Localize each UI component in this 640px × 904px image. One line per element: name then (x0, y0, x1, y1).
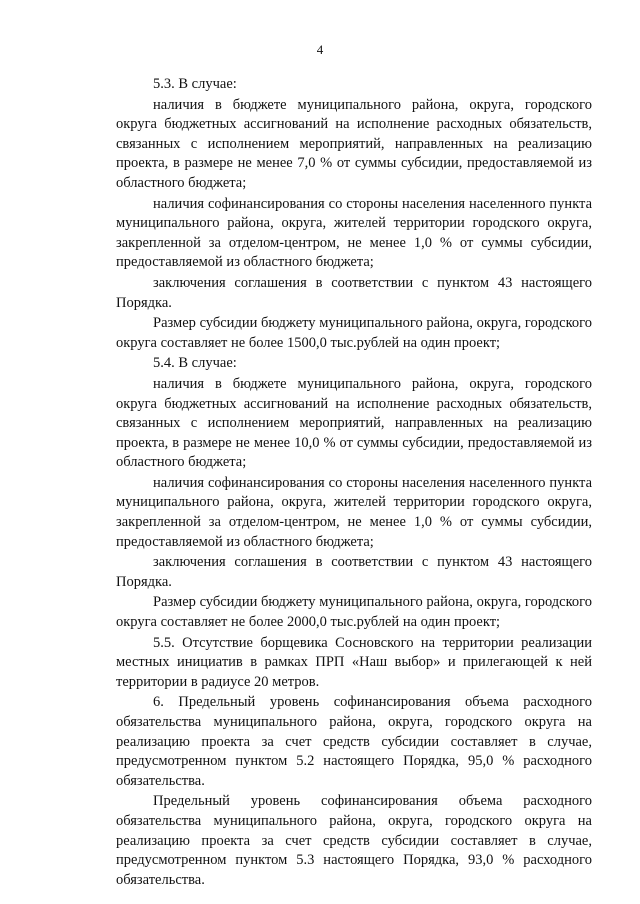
paragraph-5-4-budget-condition: наличия в бюджете муниципального района, округа, городского округа бюджетных ассигнований на исполнение расходных обязательств, связанных с исполнением мероприятий, направленных на реализацию проекта, в размере не менее 10,0 % от суммы субсидии, предоставляемой из областного бюджета; (116, 375, 592, 471)
page-number: 4 (316, 42, 324, 57)
paragraph-5-4-cofinancing-condition: наличия софинансирования со стороны населения населенного пункта муниципального района, округа, жителей территории городского округа, закрепленной за отделом-центром, не менее 1,0 % от суммы субсидии, предоставляемой из областного бюджета; (116, 474, 592, 550)
paragraph-6: 6. Предельный уровень софинансирования объема расходного обязательства муниципального района, округа, городского округа на реализацию проекта за счет средств субсидии составляет в случае, предусмотренном пунктом 5.2 настоящего Порядка, 95,0 % расходного обязательства. (116, 694, 592, 789)
paragraph-5-4-heading: 5.4. В случае: (153, 355, 237, 372)
paragraph-5-4-subsidy-size: Размер субсидии бюджету муниципального района, округа, городского округа составляет не более 2000,0 тыс.рублей на один проект; (116, 594, 592, 631)
document-body (116, 75, 592, 891)
paragraph-5-3-agreement-condition: заключения соглашения в соответствии с пунктом 43 настоящего Порядка. (116, 274, 592, 311)
paragraph-5-5: 5.5. Отсутствие борщевика Сосновского на территории реализации местных инициатив в рамках ПРП «Наш выбор» и прилегающей к ней территории в радиусе 20 метров. (116, 634, 592, 690)
paragraph-5-3-heading: 5.3. В случае: (153, 76, 237, 92)
paragraph-5-3-cofinancing-condition: наличия софинансирования со стороны населения населенного пункта муниципального района, округа, жителей территории городского округа, закрепленной за отделом-центром, не менее 1,0 % от суммы субсидии, предоставляемой из областного бюджета; (116, 195, 592, 271)
paragraph-5-4-agreement-condition: заключения соглашения в соответствии с пунктом 43 настоящего Порядка. (116, 554, 592, 590)
paragraph-5-3-budget-condition: наличия в бюджете муниципального района, округа, городского округа бюджетных ассигнований на исполнение расходных обязательств, связанных с исполнением мероприятий, направленных на реализацию проекта, в размере не менее 7,0 % от суммы субсидии, предоставляемой из областного бюджета; (116, 96, 592, 191)
paragraph-5-3-subsidy-size: Размер субсидии бюджету муниципального района, округа, городского округа составляет не более 1500,0 тыс.рублей на один проект; (116, 315, 592, 351)
paragraph-6-second: Предельный уровень софинансирования объема расходного обязательства муниципального района, округа, городского округа на реализацию проекта за счет средств субсидии составляет в случае, предусмотренном пунктом 5.3 настоящего Порядка, 93,0 % расходного обязательства. (116, 793, 592, 888)
